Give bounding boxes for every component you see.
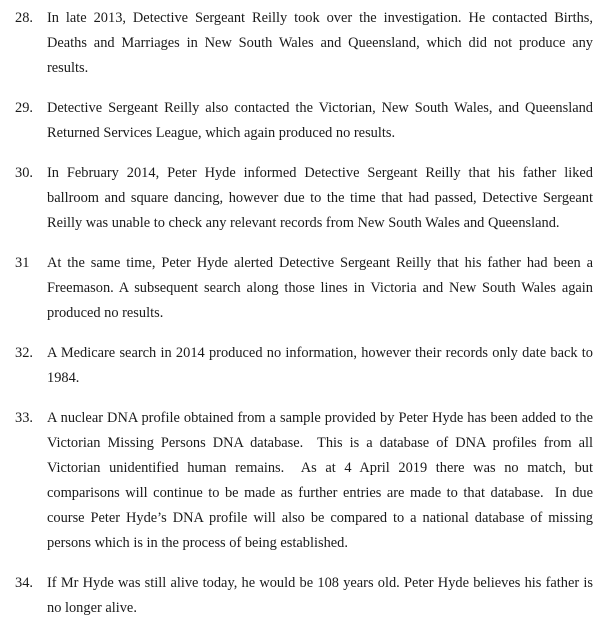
paragraph-text: Detective Sergeant Reilly also contacted the Victorian, New South Wales, and Queensland Returned Services League, which again produced no results.: [47, 100, 597, 141]
paragraph-text: A nuclear DNA profile obtained from a sample provided by Peter Hyde has been added to the Victorian Missing Persons DNA database. This is a database of DNA profiles from all Victorian unidentified human remains. As at 4 April 2019 there was no match, but comparisons will continue to be made as further entries are made to that database. In due course Peter Hyde’s DNA profile will also be compared to a national database of missing persons which is in the process of being established.: [47, 410, 597, 551]
paragraph: [15, 571, 597, 621]
paragraph: [15, 96, 597, 146]
paragraph-text: In February 2014, Peter Hyde informed Detective Sergeant Reilly that his father liked ballroom and square dancing, however due to the time that had passed, Detective Sergeant Reilly was unable to check any relevant records from New South Wales and Queensland.: [47, 165, 597, 231]
paragraph: [15, 251, 597, 326]
paragraph-number: 29.: [15, 100, 33, 116]
paragraph: [15, 161, 597, 236]
paragraph-text: At the same time, Peter Hyde alerted Detective Sergeant Reilly that his father had been a Freemason. A subsequent search along those lines in Victoria and New South Wales again produced no results.: [47, 255, 597, 321]
paragraph-number: 28.: [15, 10, 33, 26]
paragraph-text: If Mr Hyde was still alive today, he would be 108 years old. Peter Hyde believes his father is no longer alive.: [47, 575, 597, 616]
paragraph-list: [15, 6, 597, 621]
paragraph-number: 32.: [15, 345, 33, 361]
paragraph-number: 31: [15, 255, 30, 271]
paragraph-number: 33.: [15, 410, 33, 426]
paragraph: [15, 6, 597, 81]
paragraph-number: 30.: [15, 165, 33, 181]
paragraph: [15, 406, 597, 556]
paragraph-text: In late 2013, Detective Sergeant Reilly took over the investigation. He contacted Births, Deaths and Marriages in New South Wales and Queensland, which did not produce any results.: [47, 10, 597, 76]
paragraph-number: 34.: [15, 575, 33, 591]
paragraph-text: A Medicare search in 2014 produced no information, however their records only date back to 1984.: [47, 345, 597, 386]
paragraph: [15, 341, 597, 391]
